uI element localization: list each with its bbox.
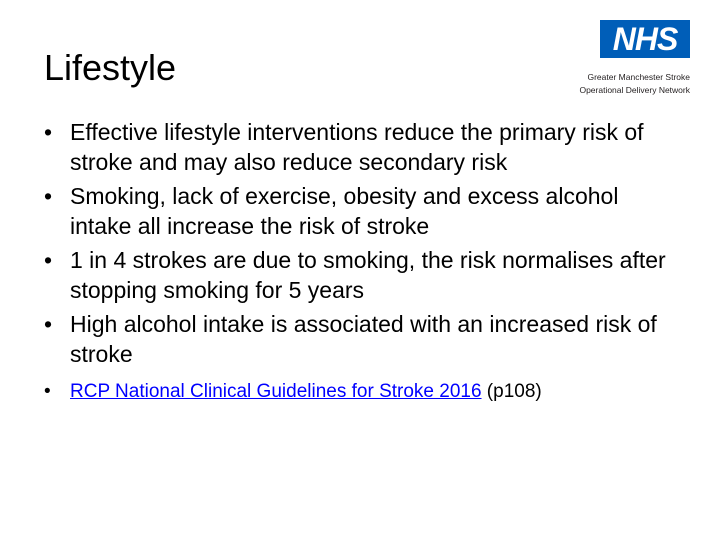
reference-item	[44, 379, 684, 405]
guidelines-link[interactable]: RCP National Clinical Guidelines for Stroke 2016	[70, 381, 482, 402]
bullet-item	[44, 246, 684, 305]
bullet-text: Effective lifestyle interventions reduce the primary risk of stroke and may also reduce secondary risk	[70, 119, 644, 175]
bullet-marker: •	[44, 247, 53, 273]
bullet-list	[44, 118, 684, 410]
reference-page: (p108)	[481, 381, 542, 402]
bullet-marker: •	[44, 381, 51, 402]
bullet-marker: •	[44, 119, 53, 145]
nhs-badge-text: NHS	[612, 21, 678, 57]
bullet-text: 1 in 4 strokes are due to smoking, the risk normalises after stopping smoking for 5 years	[70, 247, 666, 303]
bullet-text: Smoking, lack of exercise, obesity and excess alcohol intake all increase the risk of stroke	[70, 183, 619, 239]
org-name-line-1: Greater Manchester Stroke	[587, 72, 690, 82]
bullet-marker: •	[44, 311, 53, 337]
nhs-badge	[600, 20, 690, 58]
org-name-line-2: Operational Delivery Network	[579, 85, 690, 95]
bullet-item	[44, 182, 684, 241]
bullet-item	[44, 118, 684, 177]
nhs-logo	[579, 20, 690, 97]
bullet-marker: •	[44, 183, 53, 209]
bullet-text: High alcohol intake is associated with an increased risk of stroke	[70, 311, 657, 367]
bullet-item	[44, 310, 684, 369]
page-title: Lifestyle	[44, 47, 177, 88]
